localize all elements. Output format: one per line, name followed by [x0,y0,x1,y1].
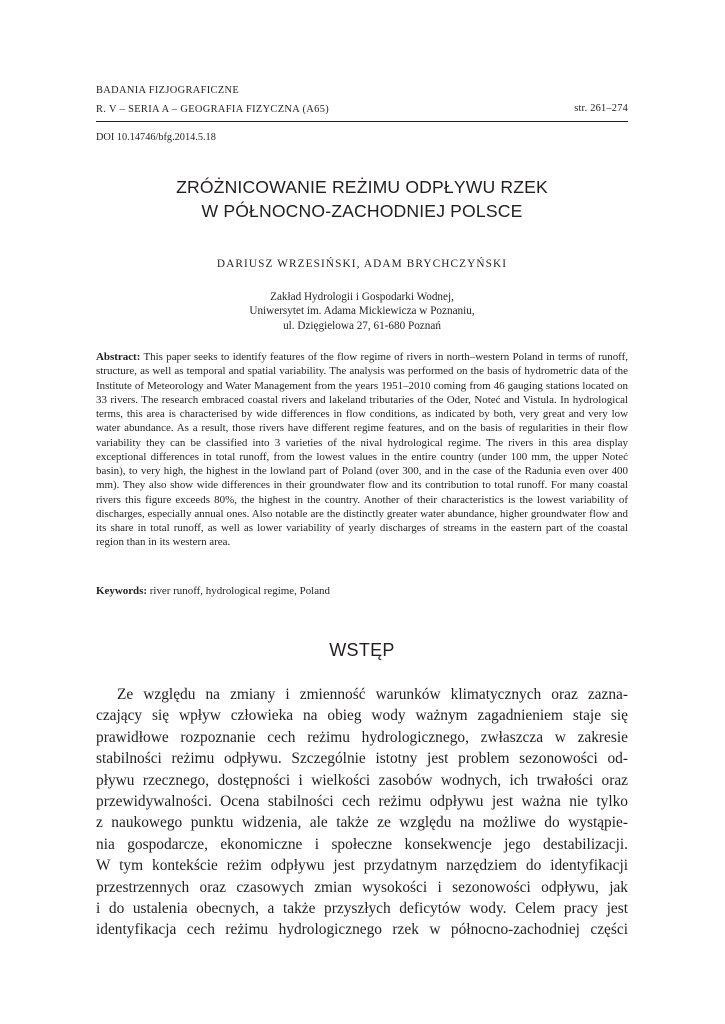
affiliation-line: Uniwersytet im. Adama Mickiewicza w Poznaniu, [249,305,475,318]
body-line: czający się wpływ człowieka na obieg wody ważnym zagadnieniem staje się [96,707,628,725]
article-title [96,175,628,223]
body-line: i do ustalenia obecnych, a także przyszłych deficytów wody. Celem pracy jest [96,900,628,918]
body-line: Ze względu na zmiany i zmienność warunków klimatycznych oraz zazna- [117,686,628,703]
body-line: nia gospodarcze, ekonomiczne i społeczne konsekwencje jego destabilizacji. [96,835,628,853]
page-range: str. 261–274 [574,103,628,114]
body-line: stabilności reżimu odpływu. Szczególnie istotny jest problem sezonowości od- [96,750,628,768]
body-line: przewidywalności. Ocena stabilności cech reżimu odpływu jest ważna nie tylko [96,793,628,811]
journal-name: BADANIA FIZJOGRAFICZNE [96,85,240,96]
body-line: identyfikacja cech reżimu hydrologicznego rzek w północno-zachodniej części [96,921,628,939]
body-line: przestrzennych oraz czasowych zmian wysokości i sezonowości odpływu, jak [96,878,628,896]
body-line: pływu rzecznego, dostępności i wielkości zasobów wodnych, ich trwałości oraz [96,771,628,789]
keywords-label: Keywords: [96,585,148,597]
body-line: z naukowego punktu widzenia, ale także ze względu na możliwe do wystąpie- [96,814,628,832]
doi: DOI 10.14746/bfg.2014.5.18 [96,132,216,143]
journal-series: R. V – SERIA A – GEOGRAFIA FIZYCZNA (A65) [96,104,330,115]
title-line-1: ZRÓŻNICOWANIE REŻIMU ODPŁYWU RZEK [176,177,548,197]
keywords-text: river runoff, hydrological regime, Poland [149,585,330,597]
affiliation-line: Zakład Hydrologii i Gospodarki Wodnej, [270,291,454,303]
body-line: prawidłowe rozpoznanie cech reżimu hydrologicznego, zwłaszcza w zakresie [96,728,628,746]
body-line: W tym kontekście reżim odpływu jest przydatnym narzędziem do identyfikacji [96,857,628,875]
keywords [96,585,628,597]
authors: DARIUSZ WRZESIŃSKI, ADAM BRYCHCZYŃSKI [216,258,508,270]
affiliation [96,290,628,333]
abstract [96,350,628,550]
affiliation-line: ul. Dzięgielowa 27, 61-680 Poznań [283,319,441,332]
header-divider [96,121,628,122]
abstract-text: This paper seeks to identify features of the flow regime of rivers in north–western Poland in terms of runoff, structure, as well as temporal and spatial variability. The analysis was performed on the basis of hydrometric data of the Institute of Meteorology and Water Management from the years 1951–2010 coming from 46 gauging stations located on 33 rivers. The research embraced coastal rivers and lakeland tributaries of the Oder, Noteć and Vistula. In hydrological terms, this area is characterised by wide differences in flow conditions, as indicated by both, very great and very low water abundance. As a result, those rivers have different regime features, and on the basis of regularities in their flow variability they can be classified into 3 varieties of the nival hydrological regime. The rivers in this area display exceptional differences in total runoff, from the lowest values in the entire country (under 100 mm, the upper Noteć basin), to very high, the highest in the lowland part of Poland (over 300, and in the case of the Radunia even over 400 mm). They also show wide differences in their groundwater flow and its contribution to total runoff. For many coastal rivers this figure exceeds 80%, the highest in the country. Another of their characteristics is the lowest variability of discharges, especially annual ones. Also notable are the distinctly greater water abundance, higher groundwater flow and its share in total runoff, as well as lower variability of yearly discharges of streams in the eastern part of the coastal region than in its western area. [96,351,628,549]
abstract-label: Abstract: [96,351,141,363]
title-line-2: W PÓŁNOCNO-ZACHODNIEJ POLSCE [201,201,523,221]
journal-header [96,84,329,117]
body-paragraph [96,684,628,941]
section-heading: WSTĘP [329,640,395,660]
